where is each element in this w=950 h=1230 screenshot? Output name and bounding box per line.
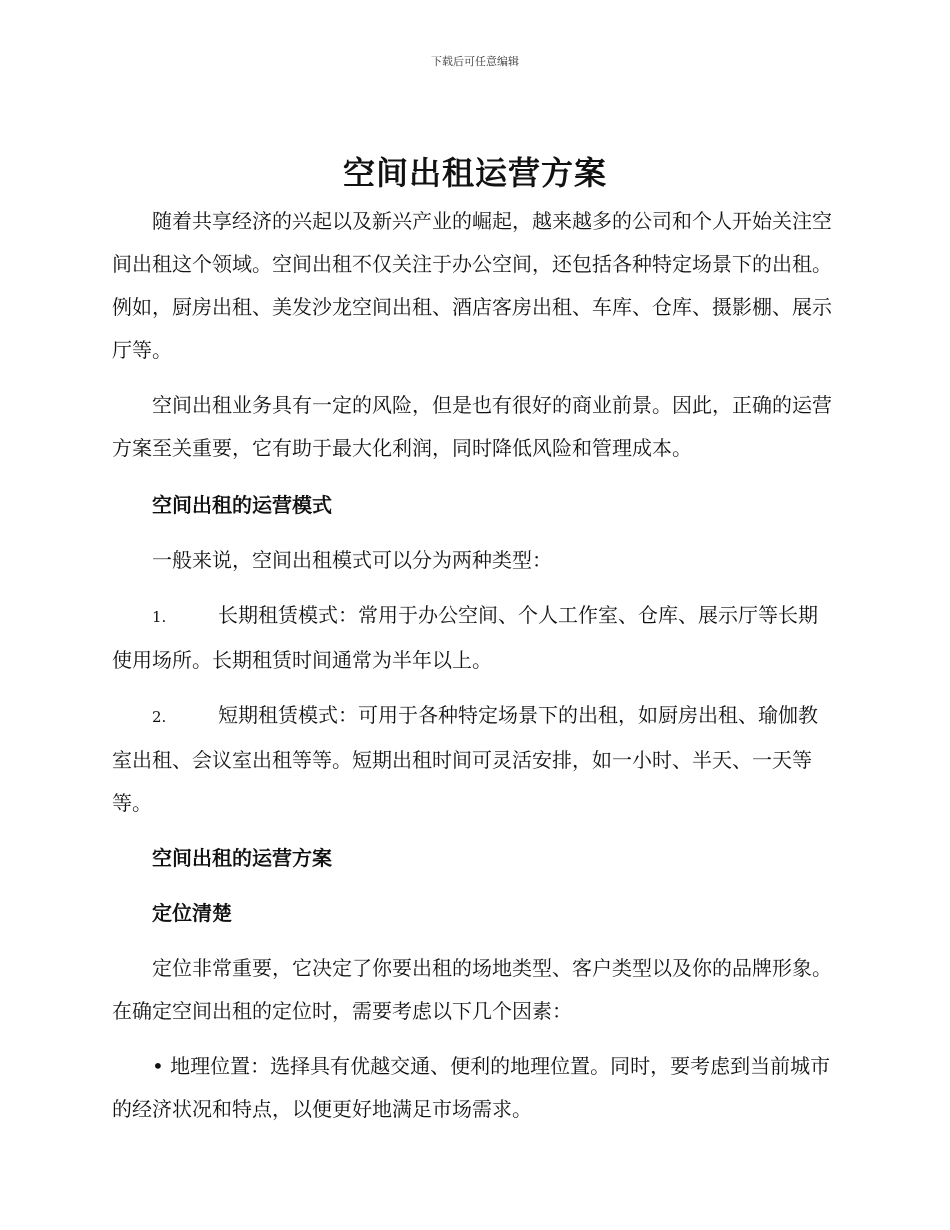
section-heading-plan: 空间出租的运营方案 [152, 846, 332, 870]
page-title: 空间出租运营方案 [342, 154, 607, 192]
list-item-text: 长期租赁模式：常用于办公空间、个人工作室、仓库、展示厅等长期使用场所。长期租赁时间通常为半年以上。 [112, 603, 818, 672]
list-number: 1. [152, 608, 167, 626]
list-item-long-term [112, 594, 834, 682]
list-item-short-term [112, 694, 834, 825]
modes-intro-paragraph: 一般来说，空间出租模式可以分为两种类型： [152, 548, 552, 572]
document-body [112, 200, 834, 1131]
bullet-location: • 地理位置：选择具有优越交通、便利的地理位置。同时，要考虑到当前城市的经济状况和特点，以便更好地满足市场需求。 [112, 1054, 831, 1121]
list-number: 2. [152, 708, 167, 726]
positioning-paragraph: 定位非常重要，它决定了你要出租的场地类型、客户类型以及你的品牌形象。在确定空间出租的定位时，需要考虑以下几个因素： [112, 956, 832, 1023]
section-heading-modes: 空间出租的运营模式 [152, 493, 332, 517]
subsection-heading-positioning: 定位清楚 [152, 901, 232, 925]
intro-paragraph-1: 随着共享经济的兴起以及新兴产业的崛起，越来越多的公司和个人开始关注空间出租这个领域。空间出租不仅关注于办公空间，还包括各种特定场景下的出租。例如，厨房出租、美发沙龙空间出租、酒店客房出租、车库、仓库、摄影棚、展示厅等。 [112, 209, 832, 362]
list-item-text: 短期租赁模式：可用于各种特定场景下的出租，如厨房出租、瑜伽教室出租、会议室出租等等。短期出租时间可灵活安排，如一小时、半天、一天等等。 [112, 703, 818, 815]
page-header-note: 下载后可任意编辑 [431, 55, 519, 68]
intro-paragraph-2: 空间出租业务具有一定的风险，但是也有很好的商业前景。因此，正确的运营方案至关重要，它有助于最大化利润，同时降低风险和管理成本。 [112, 393, 832, 460]
